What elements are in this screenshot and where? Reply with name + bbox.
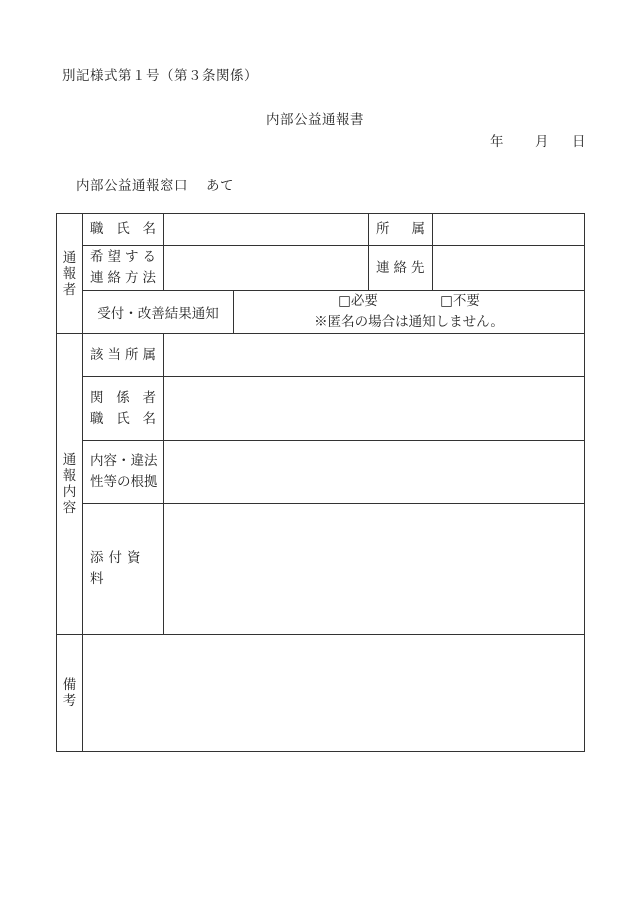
anonymous-note: ※匿名の場合は通知しません。 [314, 314, 504, 330]
form-number-label: 別記様式第１号（第３条関係） [62, 68, 258, 84]
addressee-suffix: あて [206, 178, 234, 194]
basis-field[interactable] [164, 441, 585, 504]
basis-label: 内容・違法 性等の根拠 [83, 441, 164, 504]
report-form-table [56, 213, 585, 752]
affiliation-field[interactable] [433, 214, 585, 246]
attachments-label: 添付資料 [83, 504, 164, 635]
contact-method-field[interactable] [164, 246, 369, 291]
option-required-checkbox[interactable]: □必要 [338, 293, 378, 309]
date-day-label: 日 [572, 134, 586, 150]
date-year-label: 年 [490, 134, 504, 150]
related-dept-label: 該当所属 [83, 334, 164, 377]
content-section-label: 通 報 内 容 [57, 334, 83, 635]
remarks-section-label: 備 考 [57, 635, 83, 752]
attachments-field[interactable] [164, 504, 585, 635]
name-field[interactable] [164, 214, 369, 246]
related-person-field[interactable] [164, 377, 585, 441]
name-label: 職 氏 名 [83, 214, 164, 246]
addressee-desk: 内部公益通報窓口 [76, 178, 188, 194]
document-title: 内部公益通報書 [266, 112, 364, 128]
contact-label: 連絡先 [369, 246, 433, 291]
option-not-required-checkbox[interactable]: □不要 [440, 293, 480, 309]
contact-method-label: 希望する 連絡方法 [83, 246, 164, 291]
reporter-section-label: 通 報 者 [57, 214, 83, 334]
related-dept-field[interactable] [164, 334, 585, 377]
date-month-label: 月 [535, 134, 549, 150]
addressee [76, 174, 234, 194]
notice-label: 受付・改善結果通知 [83, 291, 234, 334]
related-person-label: 関 係 者 職 氏 名 [83, 377, 164, 441]
notice-options [234, 291, 585, 334]
contact-field[interactable] [433, 246, 585, 291]
affiliation-label: 所 属 [369, 214, 433, 246]
remarks-field[interactable] [83, 635, 585, 752]
